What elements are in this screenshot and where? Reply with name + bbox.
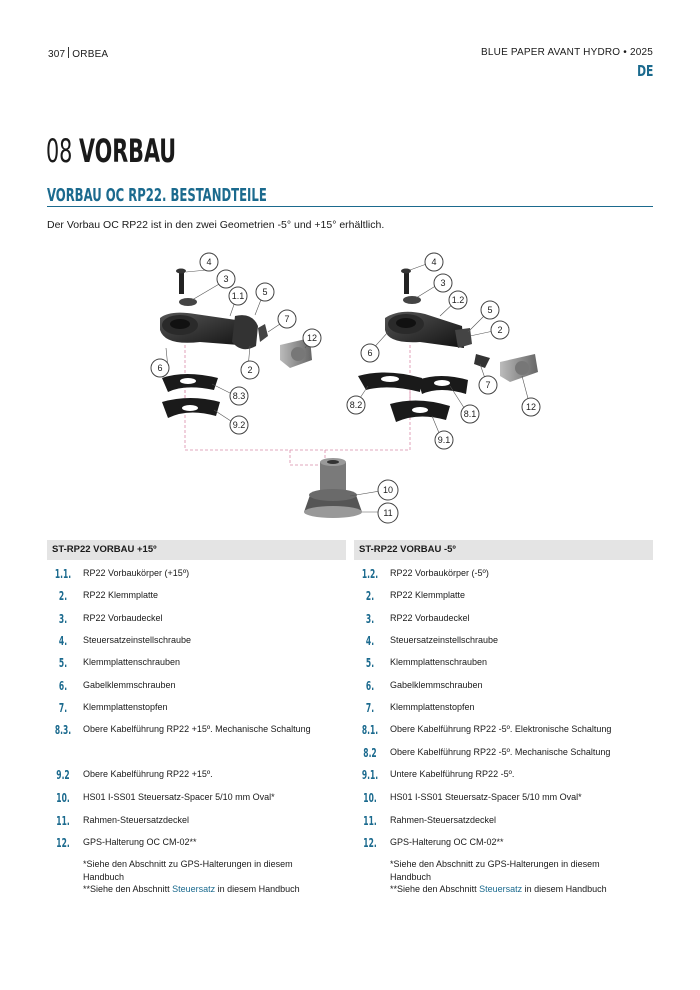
table-footnote: *Siehe den Abschnitt zu GPS-Halterungen in diesem Handbuch **Siehe den Abschnitt Steuersatz in diesem Handbuch xyxy=(390,859,607,894)
label-right-6 xyxy=(361,344,379,362)
label-left-8-3 xyxy=(230,387,248,405)
svg-text:10: 10 xyxy=(382,485,394,495)
svg-text:5: 5 xyxy=(487,305,493,315)
svg-text:2: 2 xyxy=(497,325,503,335)
section-number: 08 xyxy=(46,132,73,170)
svg-text:9.1: 9.1 xyxy=(437,435,451,445)
label-bottom-11 xyxy=(378,503,398,523)
svg-text:3: 3 xyxy=(223,274,229,284)
svg-text:12: 12 xyxy=(306,333,318,343)
label-right-8-2 xyxy=(347,396,365,414)
label-left-4 xyxy=(200,253,218,271)
steuersatz-link[interactable]: Steuersatz xyxy=(479,884,523,894)
label-left-2 xyxy=(241,361,259,379)
svg-text:8.2: 8.2 xyxy=(349,400,363,410)
svg-text:4: 4 xyxy=(206,257,212,267)
svg-text:11: 11 xyxy=(383,508,393,518)
parts-table-plus15: ST-RP22 VORBAU +15º 1.1. RP22 Vorbaukörper (+15º) 2. RP22 Klemmplatte 3. RP22 Vorbaudeckel 4. Steuersatzeinstellschraube 5. Klemmplattenschrauben 6. Gabelklemmschrauben 7. Klemmplattenstopfen 8.3. Obere Kabelführung RP22 +15º. Mechanische Schaltung 9.2 Obere Kabelführung RP22 +15º. 10. HS01 I-SS01 Steuersatz-Spacer 5/10 mm Oval* 11. Rahmen-Steuersatzdeckel 12. GPS-Halterung OC CM-02** *Siehe den Abschnitt zu GPS-Halterungen in diesem Handbuch **Siehe den Abschnitt Steuersatz in diesem Handbuch xyxy=(47,540,346,560)
svg-text:8.1: 8.1 xyxy=(463,409,477,419)
svg-text:12: 12 xyxy=(525,402,537,412)
right-stem-illustration xyxy=(358,269,538,423)
document-title: BLUE PAPER AVANT HYDRO • 2025 xyxy=(481,47,653,58)
section-title xyxy=(46,132,176,170)
label-right-5 xyxy=(481,301,499,319)
label-bottom-10 xyxy=(378,480,398,500)
label-right-9-1 xyxy=(435,431,453,449)
svg-text:9.2: 9.2 xyxy=(232,420,246,430)
svg-text:7: 7 xyxy=(485,380,491,390)
svg-text:8.3: 8.3 xyxy=(232,391,246,401)
label-left-7 xyxy=(278,310,296,328)
label-left-12 xyxy=(303,329,321,347)
brand-name: ORBEA xyxy=(72,49,109,60)
svg-text:3: 3 xyxy=(440,278,446,288)
label-right-4 xyxy=(425,253,443,271)
section-name: VORBAU xyxy=(78,132,177,170)
label-left-9-2 xyxy=(230,416,248,434)
page-header-left xyxy=(48,47,108,60)
label-left-6 xyxy=(151,359,169,377)
header-separator xyxy=(68,47,69,58)
svg-text:5: 5 xyxy=(262,287,268,297)
intro-text: Der Vorbau OC RP22 ist in den zwei Geometrien -5° und +15° erhältlich. xyxy=(47,219,385,231)
parts-table-minus5: ST-RP22 VORBAU -5º 1.2. RP22 Vorbaukörper (-5º) 2. RP22 Klemmplatte 3. RP22 Vorbaudeckel 4. Steuersatzeinstellschraube 5. Klemmplattenschrauben 6. Gabelklemmschrauben 7. Klemmplattenstopfen 8.1. Obere Kabelführung RP22 -5º. Elektronische Schaltung 8.2 Obere Kabelführung RP22 -5º. Mechanische Schaltung 9.1. Untere Kabelführung RP22 -5º. 10. HS01 I-SS01 Steuersatz-Spacer 5/10 mm Oval* 11. Rahmen-Steuersatzdeckel 12. GPS-Halterung OC CM-02** *Siehe den Abschnitt zu GPS-Halterungen in diesem Handbuch **Siehe den Abschnitt Steuersatz in diesem Handbuch xyxy=(354,540,653,560)
svg-text:7: 7 xyxy=(284,314,290,324)
subtitle: VORBAU OC RP22. BESTANDTEILE xyxy=(47,185,267,206)
headset-spacer-illustration xyxy=(304,458,362,518)
svg-text:2: 2 xyxy=(247,365,253,375)
exploded-diagram xyxy=(140,250,560,530)
svg-text:1.2: 1.2 xyxy=(451,295,465,305)
svg-text:6: 6 xyxy=(157,363,163,373)
svg-text:6: 6 xyxy=(367,348,373,358)
table-footnote: *Siehe den Abschnitt zu GPS-Halterungen in diesem Handbuch **Siehe den Abschnitt Steuersatz in diesem Handbuch xyxy=(83,859,300,894)
label-left-5 xyxy=(256,283,274,301)
table-header: ST-RP22 VORBAU -5º xyxy=(354,540,653,560)
table-header: ST-RP22 VORBAU +15º xyxy=(47,540,346,560)
language-code: DE xyxy=(636,62,653,80)
label-right-3 xyxy=(434,274,452,292)
label-left-1-1 xyxy=(229,287,247,305)
label-right-2 xyxy=(491,321,509,339)
label-right-8-1 xyxy=(461,405,479,423)
label-right-7 xyxy=(479,376,497,394)
steuersatz-link[interactable]: Steuersatz xyxy=(172,884,216,894)
svg-text:4: 4 xyxy=(431,257,437,267)
label-left-3 xyxy=(217,270,235,288)
label-right-1-2 xyxy=(449,291,467,309)
subtitle-divider xyxy=(47,206,653,207)
page-number: 307 xyxy=(48,49,66,60)
svg-text:1.1: 1.1 xyxy=(231,291,245,301)
label-right-12 xyxy=(522,398,540,416)
